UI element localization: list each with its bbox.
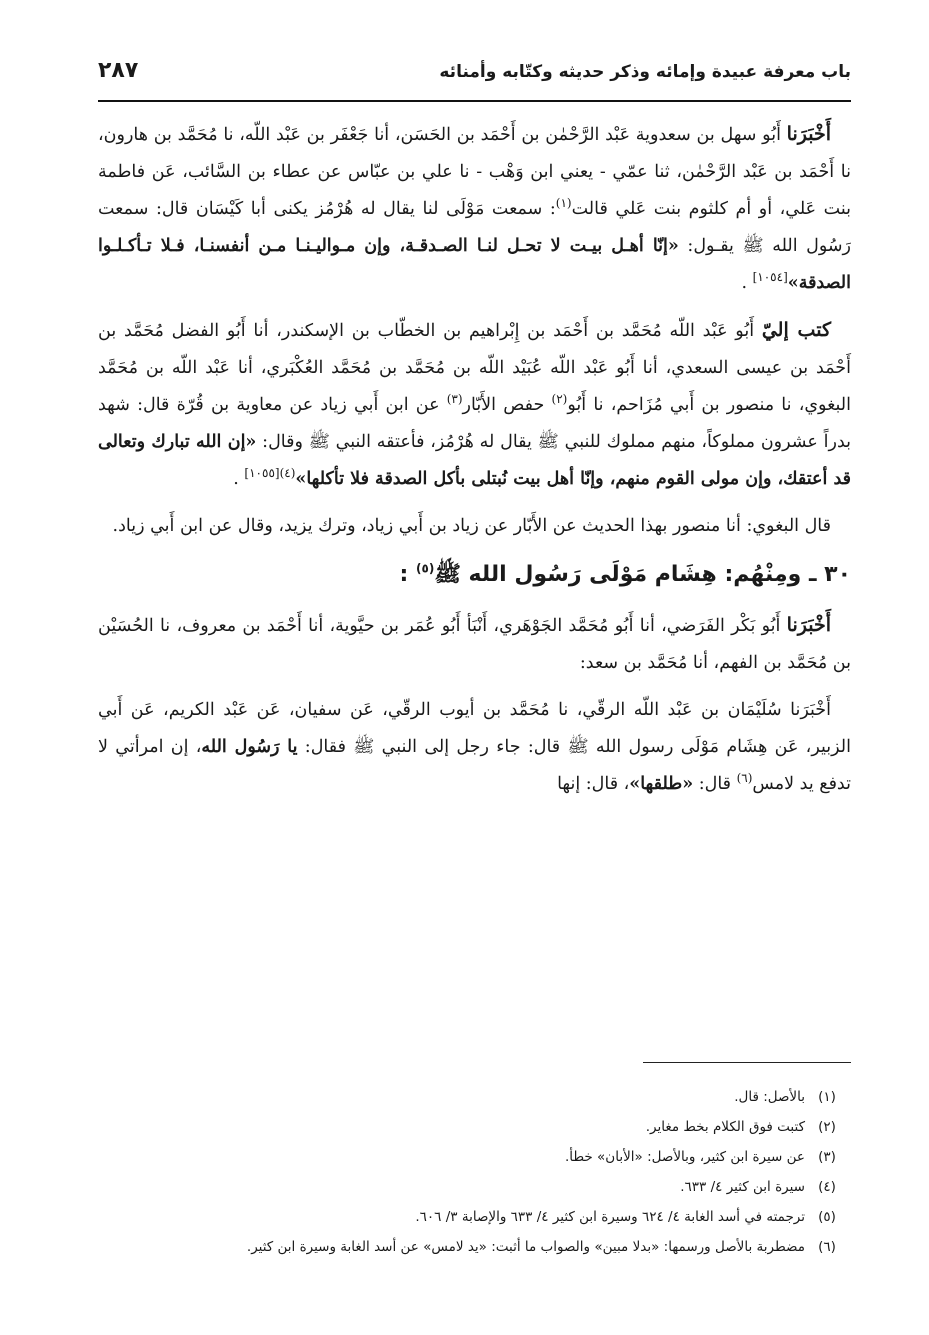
body-text: ، إن امرأتي لا تدفع يد لامس bbox=[98, 737, 851, 794]
hadith-number: [١٠٥٤] bbox=[752, 270, 788, 285]
page-number: ٢٨٧ bbox=[98, 58, 139, 83]
section-colon: : bbox=[399, 562, 417, 587]
footnote-number: (٢) bbox=[818, 1119, 836, 1135]
body-text: عن ابن أَبي زياد عن معاوية بن قُرّة قال: شهد بدراً عشرون مملوكاً، منهم مملوك للنبي ﷺ يقال له هُرْمُز، فأعتقه النبي ﷺ وقال: bbox=[98, 395, 851, 452]
body-text: قال: bbox=[693, 774, 737, 794]
paragraph-5 bbox=[98, 692, 851, 803]
paragraph-1 bbox=[98, 116, 851, 302]
lead-word: أَخْبَرَنا bbox=[786, 123, 831, 145]
section-heading bbox=[98, 555, 851, 595]
footnote-text: عن سيرة ابن كثير، وبالأصل: «الأبان» خطأ. bbox=[564, 1149, 805, 1165]
footnote-number: (٥) bbox=[818, 1209, 836, 1225]
footnote-number: (٦) bbox=[818, 1239, 836, 1255]
body-text: حفص الأَبّار bbox=[462, 395, 552, 415]
footnote-ref-5[interactable]: (٥) bbox=[416, 561, 435, 576]
body-text: أَبُو سهل بن سعدوية عَبْد الرَّحْمٰن بن أَحْمَد بن الحَسَن، أنا جَعْفَر بن عَبْد اللّه، نا مُحَمَّد بن هارون، نا أَحْمَد بن عَبْد الرَّحْمٰن، ثنا عمّي - يعني ابن وَهْب - نا علي بن عبّاس عن عطاء بن السَّائب، عَن فاطمة بنت عَلي، أو أم كلثوم بنت عَلي قالت bbox=[98, 125, 851, 219]
footnote-item bbox=[110, 1112, 849, 1142]
end-mark: . bbox=[741, 273, 753, 293]
bold-text: يا رَسُول الله bbox=[201, 737, 298, 757]
hadith-text: «إن الله تبارك وتعالى قد أعتقك، وإن مولى القوم منهم، وإنّا أهل بيت نُبتلى بأكل الصدقة فلا تأكلها» bbox=[98, 432, 851, 489]
footnote-text: كتبت فوق الكلام بخط مغاير. bbox=[645, 1119, 805, 1135]
footnote-ref-4[interactable]: (٤) bbox=[279, 466, 296, 481]
main-text bbox=[98, 116, 851, 813]
footnote-ref-2[interactable]: (٢) bbox=[551, 392, 568, 407]
body-text: : سمعت مَوْلَى لنا يقال له هُرْمُز يكنى أبا كَيْسَان قال: سمعت رَسُول الله ﷺ يقـول: bbox=[98, 199, 851, 256]
hadith-number: [١٠٥٥] bbox=[244, 466, 280, 481]
page-header bbox=[98, 50, 851, 102]
end-mark: . bbox=[233, 469, 245, 489]
body-text: قال البغوي: أنا منصور بهذا الحديث عن الأَبّار عن زياد بن أَبي زياد، وترك يزيد، وقال عن ابن أَبي زياد. bbox=[112, 516, 831, 536]
footnotes bbox=[110, 1082, 849, 1262]
footnote-ref-1[interactable]: (١) bbox=[555, 196, 572, 211]
footnote-item bbox=[110, 1142, 849, 1172]
footnote-divider bbox=[643, 1062, 851, 1063]
section-title: ٣٠ ـ ومِنْهُم: هِشَام مَوْلَى رَسُول الله ﷺ bbox=[434, 562, 851, 587]
footnote-text: سيرة ابن كثير ٤/ ٦٣٣. bbox=[680, 1179, 805, 1195]
running-title: باب معرفة عبيدة وإمائه وذكر حديثه وكتّابه وأمنائه bbox=[439, 62, 851, 82]
lead-word: أَخْبَرَنا bbox=[786, 614, 831, 636]
footnote-text: مضطربة بالأصل ورسمها: «بدلا مبين» والصواب ما أثبت: «يد لامس» عن أسد الغابة وسيرة ابن كثير. bbox=[246, 1239, 805, 1255]
body-text: أَبُو بَكْر الفَرَضي، أنا أَبُو مُحَمَّد الجَوْهَري، أَنْبَأ أَبُو عُمَر بن حيَّوية، أنا أَحْمَد بن معروف، نا الحُسَيْن بن مُحَمَّد بن الفهم، أنا مُحَمَّد بن سعد: bbox=[98, 616, 851, 673]
hadith-text: «إنّا أهـل بيـت لا تحـل لنـا الصـدقـة، وإن مـواليـنـا مـن أنفسنـا، فـلا تـأكـلـوا الصدقة» bbox=[98, 236, 851, 293]
paragraph-2 bbox=[98, 312, 851, 498]
footnote-ref-3[interactable]: (٣) bbox=[446, 392, 463, 407]
footnote-number: (١) bbox=[818, 1089, 836, 1105]
footnote-item bbox=[110, 1232, 849, 1262]
footnote-number: (٤) bbox=[818, 1179, 836, 1195]
body-text: ، قال: إنها bbox=[557, 774, 630, 794]
footnote-text: بالأصل: قال. bbox=[734, 1089, 805, 1105]
footnote-ref-6[interactable]: (٦) bbox=[736, 771, 753, 786]
footnote-item bbox=[110, 1202, 849, 1232]
paragraph-4 bbox=[98, 607, 851, 682]
footnote-item bbox=[110, 1172, 849, 1202]
footnote-number: (٣) bbox=[818, 1149, 836, 1165]
bold-text: «طلقها» bbox=[629, 774, 694, 794]
footnote-text: ترجمته في أسد الغابة ٤/ ٦٢٤ وسيرة ابن كثير ٤/ ٦٣٣ والإصابة ٣/ ٦٠٦. bbox=[415, 1209, 805, 1225]
footnote-item bbox=[110, 1082, 849, 1112]
body-text: أَخْبَرَنا سُلَيْمَان بن عَبْد اللّه الرقّي، نا مُحَمَّد بن أيوب الرقّي، عَن سفيان، عَن عَبْد الكريم، عَن أَبي الزبير، عَن هِشَام مَوْلَى رسول الله ﷺ قال: جاء رجل إلى النبي ﷺ فقال: bbox=[98, 700, 851, 757]
lead-word: كتب إليّ bbox=[761, 319, 831, 341]
paragraph-3 bbox=[98, 508, 851, 545]
body-text: أَبُو عَبْد اللّه مُحَمَّد بن أَحْمَد بن إِبْراهيم بن الخطّاب بن الإسكندر، أنا أَبُو الفضل مُحَمَّد بن أَحْمَد بن عيسى السعدي، أنا أَبُو عَبْد اللّه عُبَيْد اللّه بن مُحَمَّد بن مُحَمَّد العُكْبَري، أنا عَبْد اللّه بن مُحَمَّد البغوي، نا منصور بن أَبي مُزَاحم، نا أَبُو bbox=[98, 321, 852, 415]
